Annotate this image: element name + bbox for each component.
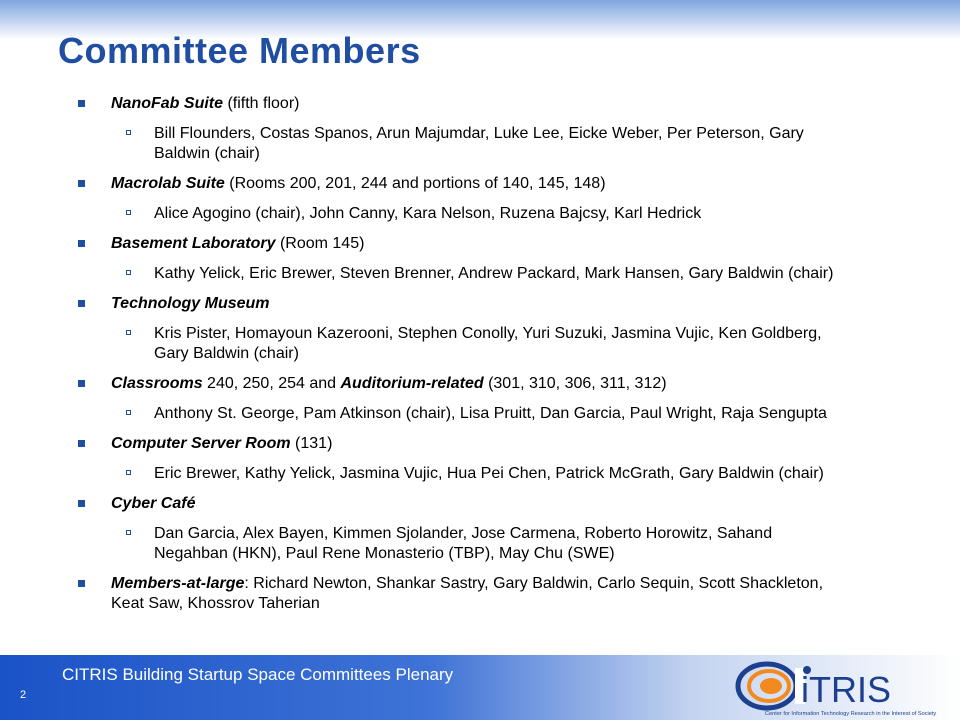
committee-name: Technology Museum [111, 295, 270, 312]
footer-bar [0, 655, 960, 720]
committee-name: Auditorium-related [340, 375, 484, 392]
hollow-square-bullet-icon [126, 210, 131, 215]
committee-detail: (fifth floor) [223, 95, 300, 112]
committee-detail: (131) [290, 435, 333, 452]
footer-title: CITRIS Building Startup Space Committees Plenary [62, 665, 454, 684]
square-bullet-icon [78, 100, 85, 107]
committee-members [78, 204, 838, 224]
committee-heading [78, 574, 838, 614]
committee-members [78, 404, 838, 424]
square-bullet-icon [78, 240, 85, 247]
committee-members [78, 124, 838, 164]
square-bullet-icon [78, 580, 85, 587]
committee-detail: (Room 145) [275, 235, 365, 252]
square-bullet-icon [78, 500, 85, 507]
hollow-square-bullet-icon [126, 270, 131, 275]
logo-wordmark: iTRIS [801, 669, 891, 710]
committee-section [78, 494, 838, 564]
hollow-square-bullet-icon [126, 130, 131, 135]
committee-members [78, 524, 838, 564]
committee-name: Computer Server Room [111, 435, 291, 452]
member-names: Kris Pister, Homayoun Kazerooni, Stephen Conolly, Yuri Suzuki, Jasmina Vujic, Ken Goldberg, Gary Baldwin (chair) [154, 325, 822, 362]
committee-heading [78, 174, 838, 194]
hollow-square-bullet-icon [126, 410, 131, 415]
committee-heading [78, 374, 838, 394]
committee-detail: (301, 310, 306, 311, 312) [483, 375, 667, 392]
committee-name: Basement Laboratory [111, 235, 276, 252]
citris-logo [735, 658, 950, 718]
member-names: Anthony St. George, Pam Atkinson (chair), Lisa Pruitt, Dan Garcia, Paul Wright, Raja Sengupta [154, 405, 827, 422]
committee-section [78, 174, 838, 224]
committee-heading [78, 294, 838, 314]
logo-tagline: Center for Information Technology Research in the Interest of Society [765, 711, 937, 717]
committee-detail: (Rooms 200, 201, 244 and portions of 140, 145, 148) [224, 175, 606, 192]
committee-members [78, 464, 838, 484]
page-title: Committee Members [58, 30, 421, 71]
committee-section [78, 574, 838, 614]
member-names: Dan Garcia, Alex Bayen, Kimmen Sjolander, Jose Carmena, Roberto Horowitz, Sahand Negahban (HKN), Paul Rene Monasterio (TBP), May Chu (SWE) [154, 525, 773, 562]
hollow-square-bullet-icon [126, 330, 131, 335]
square-bullet-icon [78, 180, 85, 187]
committee-heading [78, 94, 838, 114]
committee-name: Cyber Café [111, 495, 196, 512]
committee-name: Classrooms [111, 375, 203, 392]
hollow-square-bullet-icon [126, 530, 131, 535]
committee-name: NanoFab Suite [111, 95, 224, 112]
square-bullet-icon [78, 440, 85, 447]
committee-detail: 240, 250, 254 and [202, 375, 341, 392]
committee-section [78, 374, 838, 424]
hollow-square-bullet-icon [126, 470, 131, 475]
committee-name: Macrolab Suite [111, 175, 225, 192]
member-names: Alice Agogino (chair), John Canny, Kara Nelson, Ruzena Bajcsy, Karl Hedrick [154, 205, 702, 222]
committee-name: Members-at-large [111, 575, 245, 592]
member-names: Eric Brewer, Kathy Yelick, Jasmina Vujic, Hua Pei Chen, Patrick McGrath, Gary Baldwin (chair) [154, 465, 824, 482]
member-names: Bill Flounders, Costas Spanos, Arun Majumdar, Luke Lee, Eicke Weber, Per Peterson, Gary Baldwin (chair) [154, 125, 804, 162]
committee-section [78, 434, 838, 484]
committee-section [78, 94, 838, 164]
committee-detail: : Richard Newton, Shankar Sastry, Gary Baldwin, Carlo Sequin, Scott Shackleton, Keat Saw, Khossrov Taherian [111, 575, 824, 612]
committee-heading [78, 234, 838, 254]
committee-section [78, 294, 838, 364]
committee-members [78, 324, 838, 364]
committee-heading [78, 434, 838, 454]
page-number: 2 [20, 689, 27, 701]
committee-section [78, 234, 838, 284]
citris-swirl-icon [738, 664, 805, 708]
square-bullet-icon [78, 380, 85, 387]
square-bullet-icon [78, 300, 85, 307]
committee-heading [78, 494, 838, 514]
committee-list [78, 94, 838, 624]
member-names: Kathy Yelick, Eric Brewer, Steven Brenner, Andrew Packard, Mark Hansen, Gary Baldwin (chair) [154, 265, 834, 282]
committee-members [78, 264, 838, 284]
